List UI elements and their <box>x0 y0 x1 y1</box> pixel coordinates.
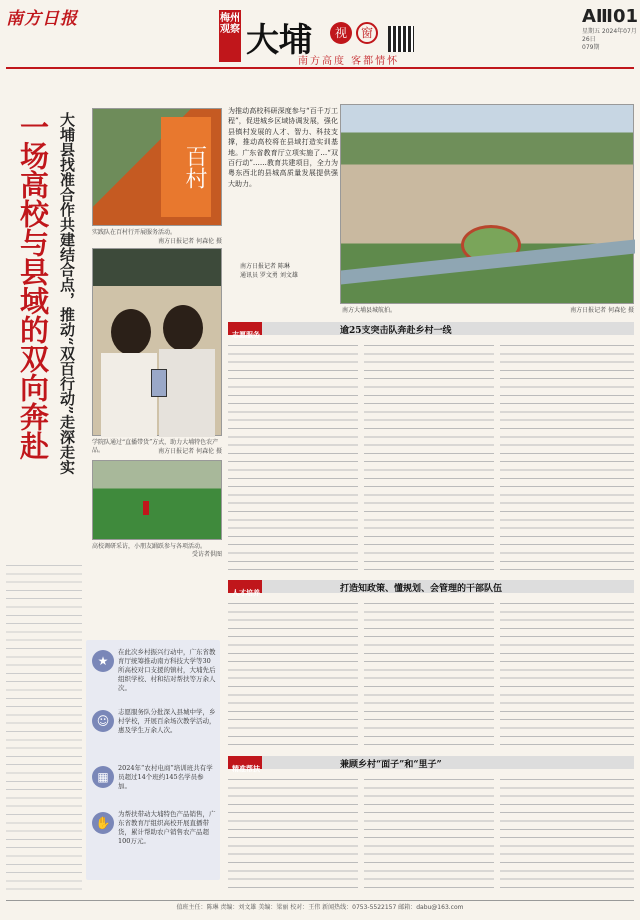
article-body-3b <box>364 774 494 894</box>
main-photo-credit: 南方日报记者 何森伦 摄 <box>570 307 634 314</box>
article-body-3c <box>500 774 634 894</box>
main-headline: 一场高校与县域的双向奔赴 <box>16 112 50 460</box>
fact-item-4: 为帮扶带动大埔特色产品销售，广东省教育厅组织高校开展直播带货，累计帮助农户销售农产品超100万元。 <box>118 810 216 845</box>
person-1 <box>111 309 151 355</box>
vision-badge-2: 窗 <box>356 22 378 44</box>
section-title-assistance: 兼顾乡村“面子”和“里子” <box>340 760 442 770</box>
fact-box <box>86 640 220 880</box>
photo-3-credit: 受访者供图 <box>191 551 222 558</box>
article-body-2c <box>500 598 634 748</box>
article-body-2b <box>364 598 494 748</box>
people-icon: ☺ <box>92 710 114 732</box>
photo-village-sign <box>92 108 222 226</box>
section-tag-talent: 人才培养 <box>232 589 260 597</box>
photo-aerial-county <box>340 104 634 304</box>
calendar-icon: ▦ <box>92 766 114 788</box>
intro-text: 为推动高校科研深度参与“百千万工程”，促进城乡区域协调发展，强化县镇村发展的人才、智力、科技支撑，推动高校将在县域打造实训基地。广东省教育厅立项实施了…“双百行动”……教育共建项目，全力为粤东西北的县城高质量发展提供强大助力。 <box>228 107 338 188</box>
article-body-3a <box>228 774 358 894</box>
section-title: 大埔 <box>246 20 312 59</box>
article-body-1a <box>228 340 358 570</box>
main-photo-caption: 南方大埔县城航拍。 <box>342 307 397 314</box>
person-1-shirt <box>101 353 157 437</box>
page-meta-date: 星期五 2024年07月26日 <box>582 28 637 43</box>
section-title-volunteer: 逾25支突击队奔赴乡村一线 <box>340 326 452 336</box>
phone-icon <box>151 369 167 397</box>
person-2 <box>163 305 203 351</box>
person-2-shirt <box>159 349 215 437</box>
header-rule <box>6 67 634 69</box>
left-strip-body <box>6 560 82 890</box>
photo-football-field <box>92 460 222 540</box>
photo-2-caption: 学院队通过“直播带货”方式，助力大埔特色农产品。 <box>92 439 219 454</box>
article-body-2a <box>228 598 358 748</box>
page-date <box>582 28 640 52</box>
player-figure <box>143 501 149 515</box>
sub-headline: 大埔县找准合作共建结合点，推动“双百行动”走深走实 <box>58 112 76 475</box>
sign-text: 百村 <box>161 117 211 217</box>
page-footer: 值班主任：陈琳 责编：刘文雄 美编：梁丽 校对：王伟 新闻热线：0753-5522157 邮箱：dabu@163.com <box>6 900 634 914</box>
byline-correspondent: 通讯员 罗文勇 刘文雄 <box>240 272 298 279</box>
newspaper-masthead: 南方日报 <box>6 9 78 29</box>
photo-1-caption: 实践队在百村行开展服务活动。 <box>92 229 177 236</box>
section-title-talent: 打造知政策、懂规划、会管理的干部队伍 <box>340 584 503 594</box>
section-slogan: 南方高度 客都情怀 <box>298 56 400 67</box>
photo-1-credit: 南方日报记者 何森伦 摄 <box>158 238 222 245</box>
section-tag: 梅州观察 <box>219 10 241 62</box>
fact-item-3: 2024年“农村电商”培训班共有学员超过14个班约145名学员参加。 <box>118 764 213 790</box>
fact-item-2: 志愿服务队分批深入县城中学，乡村学校，开展百余场次教学活动，惠及学生万余人次。 <box>118 708 216 734</box>
byline <box>240 262 340 280</box>
medal-icon: ★ <box>92 650 114 672</box>
page-meta-issue: 079期 <box>582 44 600 51</box>
photo-livestream <box>92 248 222 436</box>
section-tag-assistance: 精准帮扶 <box>232 765 260 773</box>
fact-item-1: 在此次乡村振兴行动中，广东省教育厅统筹推动南方科技大学等30所高校对口支援的镇村，大埔先后组织学校、村和结对帮扶等万余人次。 <box>118 648 216 692</box>
handshake-icon: ✋ <box>92 812 114 834</box>
page-number: AⅢ01 <box>582 6 638 27</box>
article-body-1b <box>364 340 494 570</box>
photo-2-credit: 南方日报记者 何森伦 摄 <box>158 448 222 455</box>
qr-code-icon[interactable] <box>388 26 414 52</box>
article-body-1c <box>500 340 634 570</box>
section-tag-volunteer: 志愿服务 <box>232 331 260 339</box>
vision-badge-1: 视 <box>330 22 352 44</box>
photo-3-caption: 高校调研采访，小朋友踊跃参与各项活动。 <box>92 543 207 550</box>
byline-reporter: 南方日报记者 陈琳 <box>240 263 290 270</box>
